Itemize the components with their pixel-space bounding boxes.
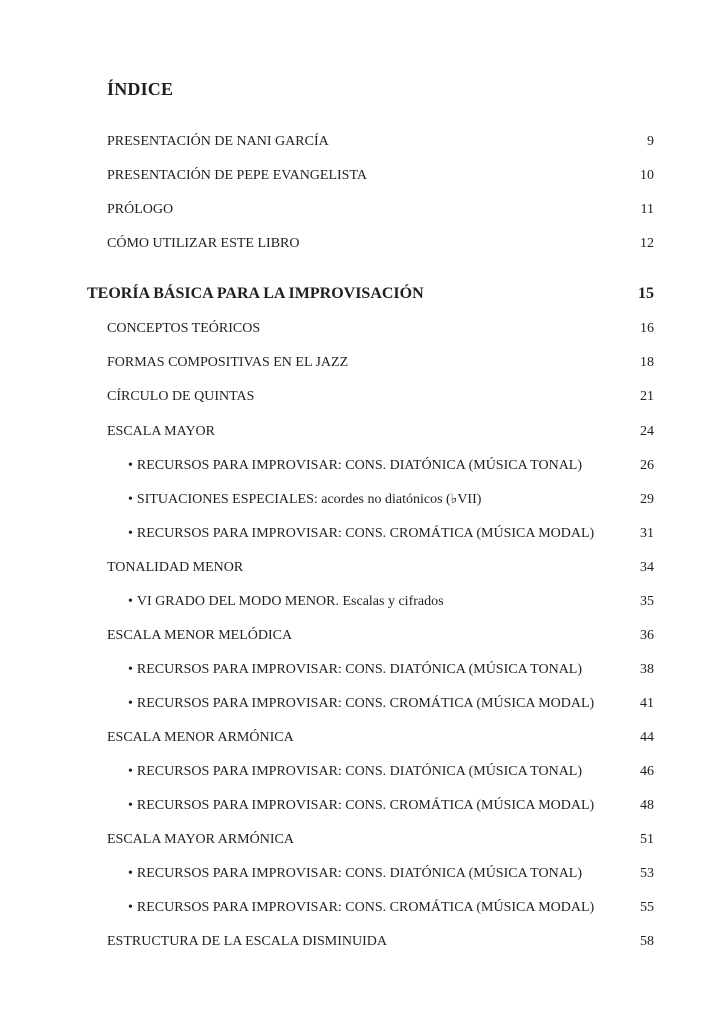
toc-entry — [0, 864, 723, 884]
toc-entry — [0, 626, 723, 646]
bullet-icon: • — [128, 458, 133, 473]
toc-entry-text: ESCALA MAYOR ARMÓNICA — [107, 832, 294, 847]
toc-entry — [0, 830, 723, 850]
page-title: ÍNDICE — [107, 79, 174, 99]
toc-entry-label — [128, 456, 582, 476]
toc-page-number: 12 — [640, 236, 654, 251]
toc-entry — [0, 660, 723, 680]
toc-entry-label — [107, 422, 215, 442]
toc-entry-label — [107, 200, 173, 220]
toc-entry-text: PRESENTACIÓN DE NANI GARCÍA — [107, 134, 329, 149]
toc-entry — [0, 796, 723, 816]
toc-page-number: 58 — [640, 934, 654, 949]
toc-entry-label — [128, 796, 594, 816]
toc-entry — [0, 762, 723, 782]
toc-entry-label — [107, 728, 294, 748]
toc-entry — [0, 932, 723, 952]
bullet-icon: • — [128, 526, 133, 541]
toc-entry — [0, 319, 723, 339]
toc-entry-text: RECURSOS PARA IMPROVISAR: CONS. CROMÁTICA (MÚSICA MODAL) — [136, 696, 595, 711]
toc-entry — [0, 132, 723, 152]
toc-entry — [0, 387, 723, 407]
toc-page-number: 15 — [638, 285, 654, 302]
toc-page-number: 46 — [640, 764, 654, 779]
toc-entry — [0, 694, 723, 714]
bullet-icon: • — [128, 866, 133, 881]
toc-page-number: 44 — [640, 730, 654, 745]
toc-section-heading — [0, 284, 723, 304]
toc-entry-label — [128, 524, 594, 544]
toc-entry — [0, 728, 723, 748]
bullet-icon: • — [128, 900, 133, 915]
toc-entry-text: RECURSOS PARA IMPROVISAR: CONS. DIATÓNICA (MÚSICA TONAL) — [136, 764, 583, 779]
toc-entry — [0, 898, 723, 918]
toc-entry-text: RECURSOS PARA IMPROVISAR: CONS. CROMÁTICA (MÚSICA MODAL) — [136, 526, 595, 541]
toc-entry — [0, 353, 723, 373]
toc-entry-label — [128, 864, 582, 884]
toc-entry-label — [87, 284, 424, 304]
toc-entry — [0, 592, 723, 612]
toc-entry-label — [107, 353, 348, 373]
toc-page-number: 24 — [640, 424, 654, 439]
toc-entry-text: RECURSOS PARA IMPROVISAR: CONS. DIATÓNICA (MÚSICA TONAL) — [136, 866, 583, 881]
toc-entry-text: RECURSOS PARA IMPROVISAR: CONS. CROMÁTICA (MÚSICA MODAL) — [136, 798, 595, 813]
toc-entry-text: CÍRCULO DE QUINTAS — [107, 389, 255, 404]
toc-entry-label — [107, 166, 367, 186]
toc-entry-text: ESCALA MAYOR — [107, 424, 216, 439]
toc-page-number: 29 — [640, 492, 654, 507]
toc-page-number: 18 — [640, 355, 654, 370]
toc-entry — [0, 234, 723, 254]
toc-entry-label — [107, 830, 294, 850]
toc-entry-label — [128, 660, 582, 680]
toc-entry-text: PRÓLOGO — [107, 202, 174, 217]
toc-entry-text: ESCALA MENOR ARMÓNICA — [107, 730, 294, 745]
toc-page-number: 53 — [640, 866, 654, 881]
toc-entry — [0, 166, 723, 186]
toc-page-number: 10 — [640, 168, 654, 183]
toc-page-number: 21 — [640, 389, 654, 404]
toc-page-number: 55 — [640, 900, 654, 915]
toc-entry-label — [107, 234, 300, 254]
bullet-icon: • — [128, 764, 133, 779]
toc-page-number: 51 — [640, 832, 654, 847]
toc-page-number: 11 — [640, 202, 654, 217]
toc-page-number: 41 — [640, 696, 654, 711]
toc-entry-label — [128, 898, 594, 918]
toc-entry-text: VI GRADO DEL MODO MENOR. Escalas y cifrados — [136, 594, 444, 609]
toc-entry-label — [128, 762, 582, 782]
toc-entry-text: CÓMO UTILIZAR ESTE LIBRO — [107, 236, 300, 251]
toc-entry-label — [128, 592, 444, 612]
toc-page-number: 38 — [640, 662, 654, 677]
toc-page-number: 31 — [640, 526, 654, 541]
toc-page-number: 9 — [647, 134, 654, 149]
toc-entry-text: TEORÍA BÁSICA PARA LA IMPROVISACIÓN — [87, 285, 424, 302]
toc-entry-text: RECURSOS PARA IMPROVISAR: CONS. DIATÓNICA (MÚSICA TONAL) — [136, 458, 583, 473]
toc-entry-text: SITUACIONES ESPECIALES: acordes no diatónicos (♭VII) — [136, 492, 482, 507]
toc-entry-text: PRESENTACIÓN DE PEPE EVANGELISTA — [107, 168, 368, 183]
toc-entry-text: RECURSOS PARA IMPROVISAR: CONS. CROMÁTICA (MÚSICA MODAL) — [136, 900, 595, 915]
toc-entry-text: CONCEPTOS TEÓRICOS — [107, 321, 261, 336]
toc-page-number: 16 — [640, 321, 654, 336]
toc-entry — [0, 456, 723, 476]
toc-entry-label — [107, 387, 254, 407]
toc-page-number: 34 — [640, 560, 654, 575]
toc-entry-label — [107, 932, 387, 952]
toc-entry-text: ESTRUCTURA DE LA ESCALA DISMINUIDA — [107, 934, 388, 949]
toc-entry — [0, 490, 723, 510]
toc-entry-label — [128, 694, 594, 714]
toc-entry-label — [107, 626, 292, 646]
toc-entry — [0, 524, 723, 544]
toc-entry-text: RECURSOS PARA IMPROVISAR: CONS. DIATÓNICA (MÚSICA TONAL) — [136, 662, 583, 677]
toc-entry — [0, 422, 723, 442]
toc-page-number: 35 — [640, 594, 654, 609]
bullet-icon: • — [128, 696, 133, 711]
toc-entry-text: TONALIDAD MENOR — [107, 560, 244, 575]
toc-page-number: 26 — [640, 458, 654, 473]
toc-entry-text: FORMAS COMPOSITIVAS EN EL JAZZ — [107, 355, 349, 370]
bullet-icon: • — [128, 492, 133, 507]
toc-entry — [0, 558, 723, 578]
toc-entry-label — [107, 319, 260, 339]
bullet-icon: • — [128, 798, 133, 813]
toc-entry-label — [128, 490, 481, 510]
bullet-icon: • — [128, 662, 133, 677]
bullet-icon: • — [128, 594, 133, 609]
toc-page-number: 48 — [640, 798, 654, 813]
toc-entry-label — [107, 558, 243, 578]
toc-page-number: 36 — [640, 628, 654, 643]
toc-entry-label — [107, 132, 329, 152]
toc-entry — [0, 200, 723, 220]
toc-entry-text: ESCALA MENOR MELÓDICA — [107, 628, 293, 643]
